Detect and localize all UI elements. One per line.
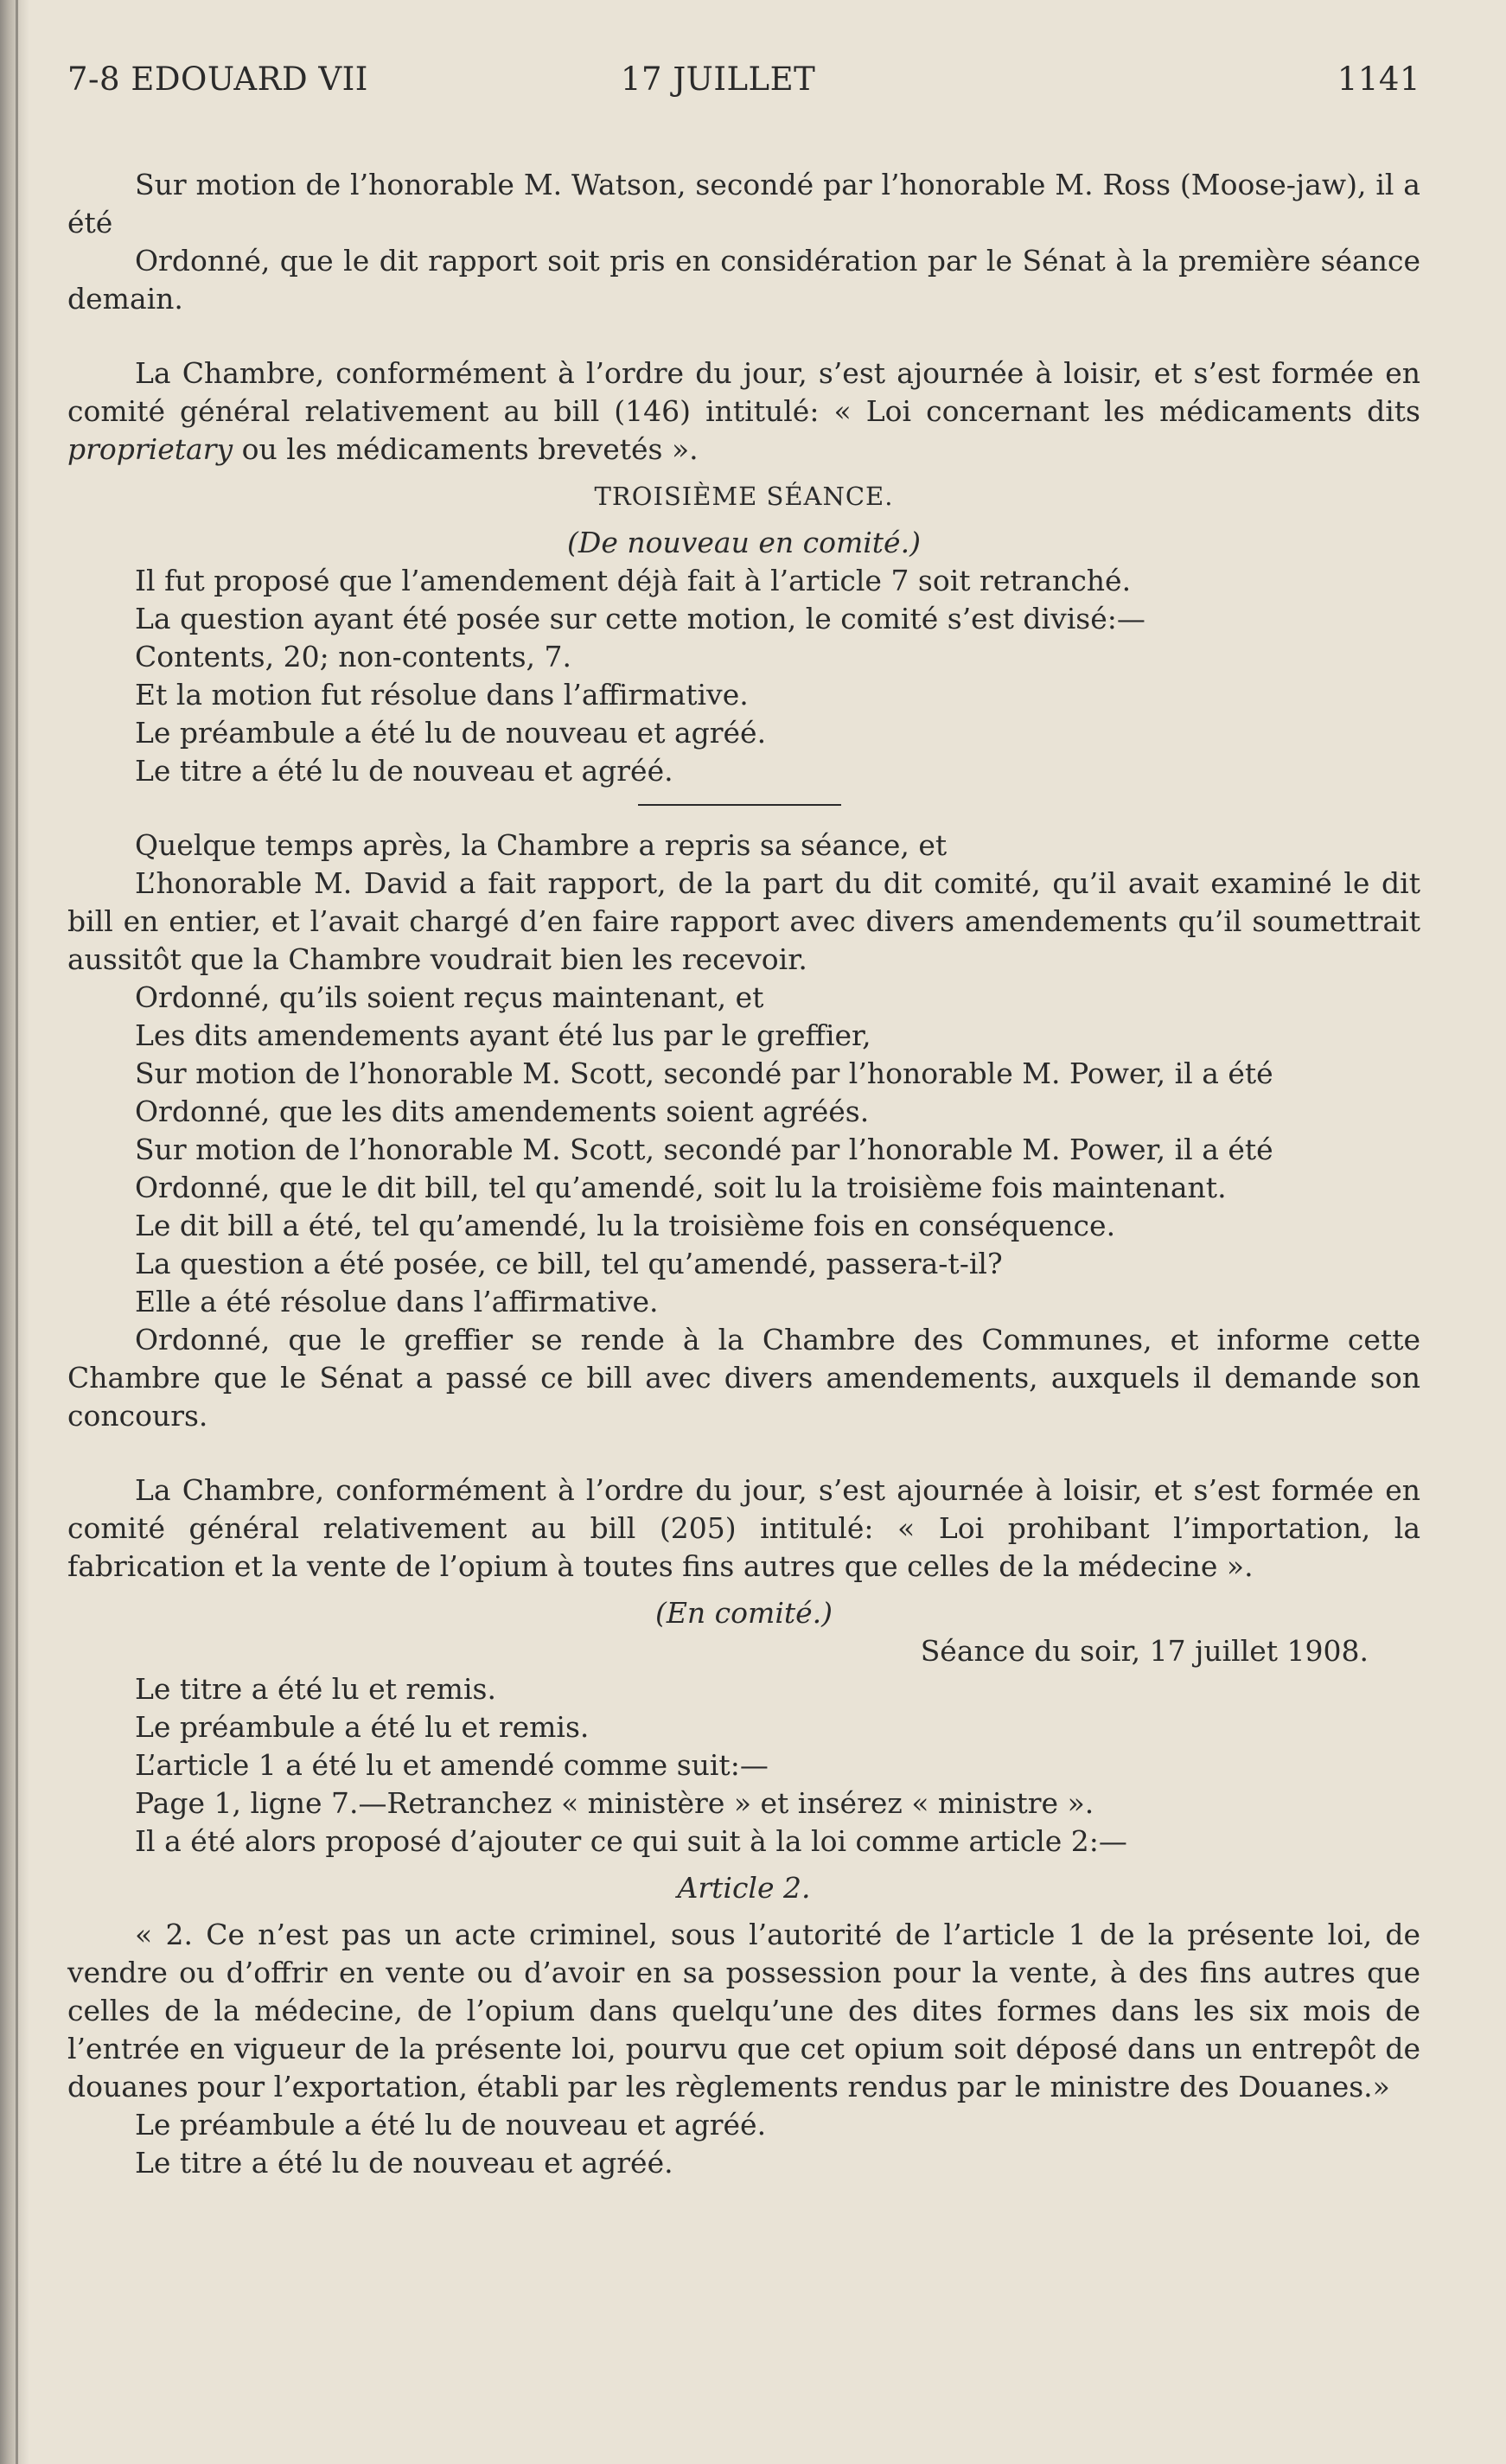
paragraph-motion-watson: Sur motion de l’honorable M. Watson, secondé par l’honorable M. Ross (Moose-jaw), il a été xyxy=(67,168,1420,239)
line-ordonne-recus: Ordonné, qu’ils soient reçus maintenant, et xyxy=(135,980,764,1014)
line-motion-scott-1: Sur motion de l’honorable M. Scott, secondé par l’honorable M. Power, il a été xyxy=(135,1056,1273,1090)
line-amendements-agrees: Ordonné, que les dits amendements soient agréés. xyxy=(135,1095,870,1128)
heading-de-nouveau-en-comite: (De nouveau en comité.) xyxy=(567,526,921,559)
line-propose-article-2: Il a été alors proposé d’ajouter ce qui suit à la loi comme article 2:— xyxy=(135,1824,1127,1858)
line-motion-scott-2: Sur motion de l’honorable M. Scott, secondé par l’honorable M. Power, il a été xyxy=(135,1133,1273,1166)
page-body xyxy=(67,166,1420,2182)
paragraph-article-2-text: « 2. Ce n’est pas un acte criminel, sous l’autorité de l’article 1 de la présente loi, de vendre ou d’offrir en vente ou d’avoir en sa possession pour la vente, à des fins autres que celles de la médecine, de l’opium dans quelqu’une des dites formes dans les six mois de l’entrée en vigueur de la présente loi, pourvu que cet opium soit déposé dans un entrepôt de douanes pour l’exportation, établi par les règlements rendus par le ministre des Douanes.» xyxy=(67,1918,1420,2103)
line-titre-agree-2: Le titre a été lu de nouveau et agréé. xyxy=(135,2146,673,2180)
bill-146-text-b: ou les médicaments brevetés ». xyxy=(233,432,699,466)
paragraph-greffier-communes: Ordonné, que le greffier se rende à la Chambre des Communes, et informe cette Chambre que le Sénat a passé ce bill avec divers amendements, auxquels il demande son concours. xyxy=(67,1323,1420,1433)
heading-article-2: Article 2. xyxy=(677,1871,811,1905)
bill-146-italic-word: proprietary xyxy=(67,432,233,466)
binding-line xyxy=(16,0,18,2464)
line-motion-resolue: Et la motion fut résolue dans l’affirmative. xyxy=(135,678,749,712)
section-divider xyxy=(638,804,841,806)
bill-146-text-a: La Chambre, conformément à l’ordre du jour, s’est ajournée à loisir, et s’est formée en comité général relativement au bill (146) intitulé: « Loi concernant les médicaments dits xyxy=(67,356,1420,428)
document-page xyxy=(67,61,1420,2182)
line-amendements-lus: Les dits amendements ayant été lus par le greffier, xyxy=(135,1018,871,1052)
line-preambule-agree-2: Le préambule a été lu de nouveau et agréé. xyxy=(135,2108,767,2142)
line-amendement-retranche: Il fut proposé que l’amendement déjà fait à l’article 7 soit retranché. xyxy=(135,564,1132,597)
header-session: 7-8 EDOUARD VII xyxy=(67,61,368,98)
paragraph-rapport-david: L’honorable M. David a fait rapport, de la part du dit comité, qu’il avait examiné le dit bill en entier, et l’avait chargé d’en faire rapport avec divers amendements qu’il soumettrait aussitôt que la Chambre voudrait bien les recevoir. xyxy=(67,866,1420,976)
line-titre-remis: Le titre a été lu et remis. xyxy=(135,1672,496,1706)
paragraph-ordonne-rapport: Ordonné, que le dit rapport soit pris en considération par le Sénat à la première séance demain. xyxy=(67,244,1420,316)
line-reprise-seance: Quelque temps après, la Chambre a repris sa séance, et xyxy=(135,828,948,862)
running-head xyxy=(67,61,1420,112)
line-bill-lu-troisieme: Le dit bill a été, tel qu’amendé, lu la troisième fois en conséquence. xyxy=(135,1209,1116,1242)
line-question-passera: La question a été posée, ce bill, tel qu’amendé, passera-t-il? xyxy=(135,1247,1003,1280)
line-resolue-affirmative: Elle a été résolue dans l’affirmative. xyxy=(135,1285,659,1318)
line-question-posee: La question ayant été posée sur cette motion, le comité s’est divisé:— xyxy=(135,602,1145,635)
seance-date-line: Séance du soir, 17 juillet 1908. xyxy=(920,1634,1369,1668)
line-page-1-ligne-7: Page 1, ligne 7.—Retranchez « ministère » et insérez « ministre ». xyxy=(135,1786,1094,1820)
line-preambule-agree: Le préambule a été lu de nouveau et agréé. xyxy=(135,716,767,750)
page-number: 1141 xyxy=(1337,61,1420,98)
line-article-1-amende: L’article 1 a été lu et amendé comme suit:— xyxy=(135,1748,769,1782)
heading-troisieme-seance: TROISIÈME SÉANCE. xyxy=(594,482,894,511)
line-titre-agree: Le titre a été lu de nouveau et agréé. xyxy=(135,754,673,788)
line-troisieme-lecture: Ordonné, que le dit bill, tel qu’amendé, soit lu la troisième fois maintenant. xyxy=(135,1171,1227,1204)
heading-en-comite: (En comité.) xyxy=(654,1596,833,1630)
line-vote-count: Contents, 20; non-contents, 7. xyxy=(135,640,572,673)
header-date: 17 JUILLET xyxy=(621,61,816,98)
paragraph-comite-bill-205: La Chambre, conformément à l’ordre du jour, s’est ajournée à loisir, et s’est formée en comité général relativement au bill (205) intitulé: « Loi prohibant l’importation, la fabrication et la vente de l’opium à toutes fins autres que celles de la médecine ». xyxy=(67,1473,1420,1583)
book-spine-shadow xyxy=(0,0,29,2464)
line-preambule-remis: Le préambule a été lu et remis. xyxy=(135,1710,590,1744)
paragraph-comite-bill-146 xyxy=(67,354,1420,469)
